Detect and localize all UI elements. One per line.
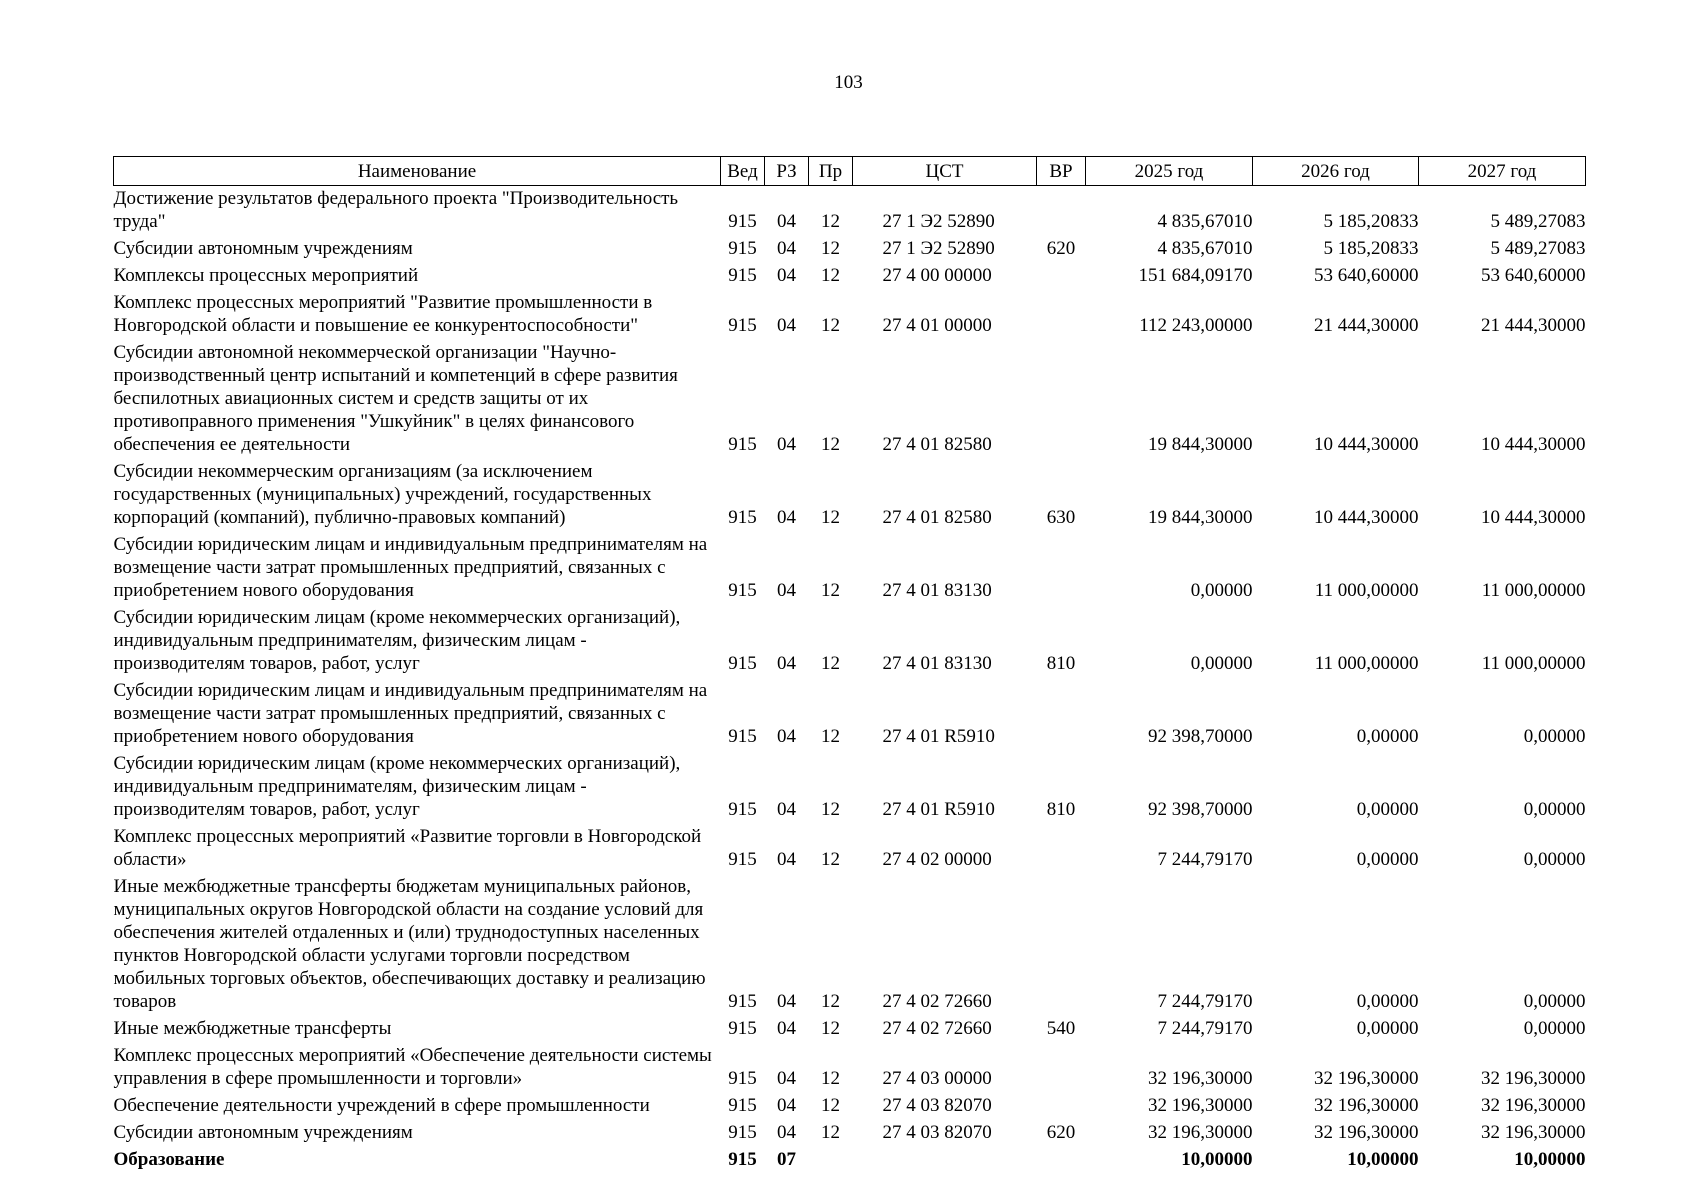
cell-cst: 27 4 03 82070 bbox=[882, 1095, 992, 1116]
cell-ved: 915 bbox=[728, 507, 757, 528]
cell-vr bbox=[1037, 874, 1086, 1016]
cell-rz: 07 bbox=[777, 1149, 796, 1170]
cell-y2026: 0,00000 bbox=[1356, 726, 1419, 747]
cell-rz: 04 bbox=[777, 799, 796, 820]
cell-y2026: 10 444,30000 bbox=[1314, 434, 1419, 455]
cell-ved: 915 bbox=[728, 991, 757, 1012]
cell-y2027: 32 196,30000 bbox=[1481, 1068, 1586, 1089]
cell-y2025: 112 243,00000 bbox=[1139, 315, 1253, 336]
cell-name: Субсидии автономным учреждениям bbox=[113, 1122, 413, 1143]
cell-name: Субсидии некоммерческим организациям (за исключением государственных (муниципальных) учреждений, государственных корпораций (компаний), публично-правовых компаний) bbox=[113, 461, 652, 528]
cell-y2025: 32 196,30000 bbox=[1148, 1068, 1253, 1089]
cell-y2025: 151 684,09170 bbox=[1138, 265, 1253, 286]
table-row bbox=[114, 186, 1586, 237]
cell-ved: 915 bbox=[728, 849, 757, 870]
cell-y2027: 32 196,30000 bbox=[1481, 1122, 1586, 1143]
header-ved: Вед bbox=[721, 157, 765, 186]
cell-y2027: 5 489,27083 bbox=[1490, 211, 1586, 232]
table-row bbox=[114, 1043, 1586, 1093]
cell-pr: 12 bbox=[821, 238, 840, 259]
cell-y2026: 5 185,20833 bbox=[1323, 211, 1419, 232]
cell-vr: 620 bbox=[1046, 238, 1076, 259]
cell-cst: 27 4 01 R5910 bbox=[882, 799, 995, 820]
cell-rz: 04 bbox=[777, 849, 796, 870]
cell-y2026: 0,00000 bbox=[1356, 849, 1419, 870]
cell-y2025: 10,00000 bbox=[1181, 1149, 1253, 1170]
cell-y2027: 10 444,30000 bbox=[1481, 434, 1586, 455]
cell-y2027: 0,00000 bbox=[1523, 799, 1586, 820]
cell-name: Комплексы процессных мероприятий bbox=[113, 265, 419, 286]
cell-rz: 04 bbox=[777, 991, 796, 1012]
cell-name: Субсидии автономной некоммерческой организации "Научно-производственный центр испытаний и компетенций в сфере развития беспилотных авиационных систем и средств защиты от их противоправного применения "Ушкуйник" в целях финансового обеспечения ее деятельности bbox=[113, 342, 678, 455]
cell-cst: 27 4 03 00000 bbox=[882, 1068, 992, 1089]
cell-y2026: 11 000,00000 bbox=[1314, 580, 1419, 601]
cell-y2025: 0,00000 bbox=[1190, 580, 1253, 601]
cell-vr bbox=[1037, 678, 1086, 751]
cell-y2026: 32 196,30000 bbox=[1314, 1068, 1419, 1089]
cell-y2026: 0,00000 bbox=[1356, 991, 1419, 1012]
table-row bbox=[114, 1120, 1586, 1147]
cell-ved: 915 bbox=[728, 580, 757, 601]
cell-rz: 04 bbox=[777, 580, 796, 601]
cell-pr: 12 bbox=[821, 315, 840, 336]
cell-ved: 915 bbox=[728, 1068, 757, 1089]
cell-ved: 915 bbox=[728, 1149, 757, 1170]
cell-pr: 12 bbox=[821, 991, 840, 1012]
cell-pr: 12 bbox=[821, 580, 840, 601]
cell-pr: 12 bbox=[821, 653, 840, 674]
cell-y2026: 0,00000 bbox=[1356, 799, 1419, 820]
cell-name: Достижение результатов федерального проекта "Производительность труда" bbox=[113, 188, 679, 232]
table-header-row bbox=[114, 157, 1586, 186]
page-number: 103 bbox=[834, 72, 863, 93]
cell-pr: 12 bbox=[821, 211, 840, 232]
cell-rz: 04 bbox=[777, 211, 796, 232]
cell-y2027: 10 444,30000 bbox=[1481, 507, 1586, 528]
cell-rz: 04 bbox=[777, 1122, 796, 1143]
cell-y2025: 4 835,67010 bbox=[1157, 211, 1253, 232]
cell-cst: 27 4 02 72660 bbox=[882, 991, 992, 1012]
cell-ved: 915 bbox=[728, 265, 757, 286]
cell-vr bbox=[1037, 1093, 1086, 1120]
cell-y2027: 11 000,00000 bbox=[1481, 580, 1586, 601]
cell-pr: 12 bbox=[821, 507, 840, 528]
header-2026: 2026 год bbox=[1253, 157, 1419, 186]
cell-pr: 12 bbox=[821, 849, 840, 870]
cell-name: Образование bbox=[113, 1149, 225, 1170]
cell-pr: 12 bbox=[821, 799, 840, 820]
cell-ved: 915 bbox=[728, 799, 757, 820]
cell-y2027: 32 196,30000 bbox=[1481, 1095, 1586, 1116]
cell-y2025: 7 244,79170 bbox=[1157, 991, 1253, 1012]
cell-cst: 27 4 00 00000 bbox=[882, 265, 992, 286]
cell-vr bbox=[1037, 532, 1086, 605]
cell-ved: 915 bbox=[728, 315, 757, 336]
cell-y2026: 10 444,30000 bbox=[1314, 507, 1419, 528]
cell-cst: 27 4 01 83130 bbox=[882, 580, 992, 601]
table-body bbox=[114, 186, 1586, 1175]
cell-cst: 27 4 01 82580 bbox=[882, 434, 992, 455]
cell-y2027: 53 640,60000 bbox=[1481, 265, 1586, 286]
cell-vr: 810 bbox=[1046, 653, 1076, 674]
cell-y2027: 21 444,30000 bbox=[1481, 315, 1586, 336]
cell-name: Комплекс процессных мероприятий «Развитие торговли в Новгородской области» bbox=[113, 826, 702, 870]
cell-name: Иные межбюджетные трансферты бюджетам муниципальных районов, муниципальных округов Новгородской области на создание условий для обеспечения жителей отдаленных и (или) труднодоступных населенных пунктов Новгородской области услугами торговли посредством мобильных торговых объектов, обеспечивающих доставку и реализацию товаров bbox=[113, 876, 706, 1012]
cell-y2025: 7 244,79170 bbox=[1157, 1018, 1253, 1039]
cell-cst: 27 4 01 00000 bbox=[882, 315, 992, 336]
cell-name: Комплекс процессных мероприятий "Развитие промышленности в Новгородской области и повышение ее конкурентоспособности" bbox=[113, 292, 653, 336]
cell-vr: 540 bbox=[1046, 1018, 1076, 1039]
cell-name: Обеспечение деятельности учреждений в сфере промышленности bbox=[113, 1095, 650, 1116]
cell-y2025: 32 196,30000 bbox=[1148, 1122, 1253, 1143]
table-row bbox=[114, 263, 1586, 290]
cell-cst: 27 4 01 R5910 bbox=[882, 726, 995, 747]
cell-rz: 04 bbox=[777, 726, 796, 747]
cell-y2025: 4 835,67010 bbox=[1157, 238, 1253, 259]
cell-pr: 12 bbox=[821, 434, 840, 455]
cell-rz: 04 bbox=[777, 1068, 796, 1089]
table-row bbox=[114, 340, 1586, 459]
cell-name: Субсидии юридическим лицам и индивидуальным предпринимателям на возмещение части затрат промышленных предприятий, связанных с приобретением нового оборудования bbox=[113, 534, 708, 601]
cell-y2026: 32 196,30000 bbox=[1314, 1122, 1419, 1143]
cell-cst: 27 4 03 82070 bbox=[882, 1122, 992, 1143]
cell-y2027: 0,00000 bbox=[1523, 726, 1586, 747]
cell-vr bbox=[1037, 824, 1086, 874]
cell-pr: 12 bbox=[821, 1018, 840, 1039]
cell-rz: 04 bbox=[777, 1095, 796, 1116]
cell-name: Субсидии автономным учреждениям bbox=[113, 238, 413, 259]
cell-vr bbox=[1037, 263, 1086, 290]
cell-rz: 04 bbox=[777, 1018, 796, 1039]
table-row bbox=[114, 459, 1586, 532]
cell-y2027: 0,00000 bbox=[1523, 849, 1586, 870]
cell-ved: 915 bbox=[728, 211, 757, 232]
table-row bbox=[114, 290, 1586, 340]
header-2027: 2027 год bbox=[1419, 157, 1586, 186]
header-vr: ВР bbox=[1037, 157, 1086, 186]
cell-vr bbox=[1037, 1043, 1086, 1093]
cell-y2027: 0,00000 bbox=[1523, 991, 1586, 1012]
cell-pr: 12 bbox=[821, 726, 840, 747]
cell-y2026: 53 640,60000 bbox=[1314, 265, 1419, 286]
header-pr: Пр bbox=[809, 157, 853, 186]
cell-rz: 04 bbox=[777, 434, 796, 455]
cell-ved: 915 bbox=[728, 434, 757, 455]
cell-vr bbox=[1037, 290, 1086, 340]
header-cst: ЦСТ bbox=[853, 157, 1037, 186]
cell-y2025: 19 844,30000 bbox=[1148, 434, 1253, 455]
cell-y2025: 92 398,70000 bbox=[1148, 726, 1253, 747]
cell-cst: 27 4 01 83130 bbox=[882, 653, 992, 674]
table-row bbox=[114, 605, 1586, 678]
cell-pr: 12 bbox=[821, 1095, 840, 1116]
cell-cst: 27 4 02 00000 bbox=[882, 849, 992, 870]
cell-y2026: 32 196,30000 bbox=[1314, 1095, 1419, 1116]
cell-y2025: 92 398,70000 bbox=[1148, 799, 1253, 820]
table-row bbox=[114, 1093, 1586, 1120]
cell-y2025: 7 244,79170 bbox=[1157, 849, 1253, 870]
cell-y2027: 0,00000 bbox=[1523, 1018, 1586, 1039]
header-rz: РЗ bbox=[765, 157, 809, 186]
cell-y2027: 5 489,27083 bbox=[1490, 238, 1586, 259]
cell-ved: 915 bbox=[728, 726, 757, 747]
cell-y2025: 32 196,30000 bbox=[1148, 1095, 1253, 1116]
cell-y2026: 0,00000 bbox=[1356, 1018, 1419, 1039]
cell-ved: 915 bbox=[728, 1018, 757, 1039]
header-2025: 2025 год bbox=[1086, 157, 1253, 186]
cell-name: Субсидии юридическим лицам и индивидуальным предпринимателям на возмещение части затрат промышленных предприятий, связанных с приобретением нового оборудования bbox=[113, 680, 708, 747]
table-row bbox=[114, 236, 1586, 263]
cell-y2025: 0,00000 bbox=[1190, 653, 1253, 674]
cell-pr: 12 bbox=[821, 265, 840, 286]
cell-pr: 12 bbox=[821, 1122, 840, 1143]
cell-name: Субсидии юридическим лицам (кроме некоммерческих организаций), индивидуальным предпринимателям, физическим лицам - производителям товаров, работ, услуг bbox=[113, 753, 681, 820]
cell-name: Комплекс процессных мероприятий «Обеспечение деятельности системы управления в сфере промышленности и торговли» bbox=[113, 1045, 712, 1089]
cell-ved: 915 bbox=[728, 1122, 757, 1143]
cell-vr bbox=[1037, 186, 1086, 237]
cell-vr bbox=[1037, 340, 1086, 459]
cell-ved: 915 bbox=[728, 238, 757, 259]
cell-name: Субсидии юридическим лицам (кроме некоммерческих организаций), индивидуальным предпринимателям, физическим лицам - производителям товаров, работ, услуг bbox=[113, 607, 681, 674]
budget-table bbox=[113, 156, 1586, 1174]
cell-vr bbox=[1037, 1147, 1086, 1174]
cell-pr bbox=[809, 1147, 853, 1174]
cell-rz: 04 bbox=[777, 507, 796, 528]
cell-ved: 915 bbox=[728, 1095, 757, 1116]
cell-rz: 04 bbox=[777, 653, 796, 674]
table-row bbox=[114, 874, 1586, 1016]
cell-cst: 27 1 Э2 52890 bbox=[882, 238, 995, 259]
cell-y2025: 19 844,30000 bbox=[1148, 507, 1253, 528]
table-row bbox=[114, 532, 1586, 605]
cell-vr: 810 bbox=[1046, 799, 1076, 820]
table-row bbox=[114, 678, 1586, 751]
cell-vr: 620 bbox=[1046, 1122, 1076, 1143]
cell-cst: 27 1 Э2 52890 bbox=[882, 211, 995, 232]
header-name: Наименование bbox=[114, 157, 721, 186]
cell-cst: 27 4 02 72660 bbox=[882, 1018, 992, 1039]
cell-name: Иные межбюджетные трансферты bbox=[113, 1018, 392, 1039]
table-row bbox=[114, 1147, 1586, 1174]
cell-rz: 04 bbox=[777, 238, 796, 259]
cell-pr: 12 bbox=[821, 1068, 840, 1089]
cell-rz: 04 bbox=[777, 315, 796, 336]
cell-cst: 27 4 01 82580 bbox=[882, 507, 992, 528]
cell-cst bbox=[853, 1147, 1037, 1174]
cell-ved: 915 bbox=[728, 653, 757, 674]
table-row bbox=[114, 824, 1586, 874]
cell-y2027: 10,00000 bbox=[1514, 1149, 1586, 1170]
cell-y2026: 21 444,30000 bbox=[1314, 315, 1419, 336]
cell-vr: 630 bbox=[1046, 507, 1076, 528]
cell-y2027: 11 000,00000 bbox=[1481, 653, 1586, 674]
cell-y2026: 10,00000 bbox=[1347, 1149, 1419, 1170]
cell-y2026: 11 000,00000 bbox=[1314, 653, 1419, 674]
table-row bbox=[114, 751, 1586, 824]
cell-y2026: 5 185,20833 bbox=[1323, 238, 1419, 259]
cell-rz: 04 bbox=[777, 265, 796, 286]
table-row bbox=[114, 1016, 1586, 1043]
